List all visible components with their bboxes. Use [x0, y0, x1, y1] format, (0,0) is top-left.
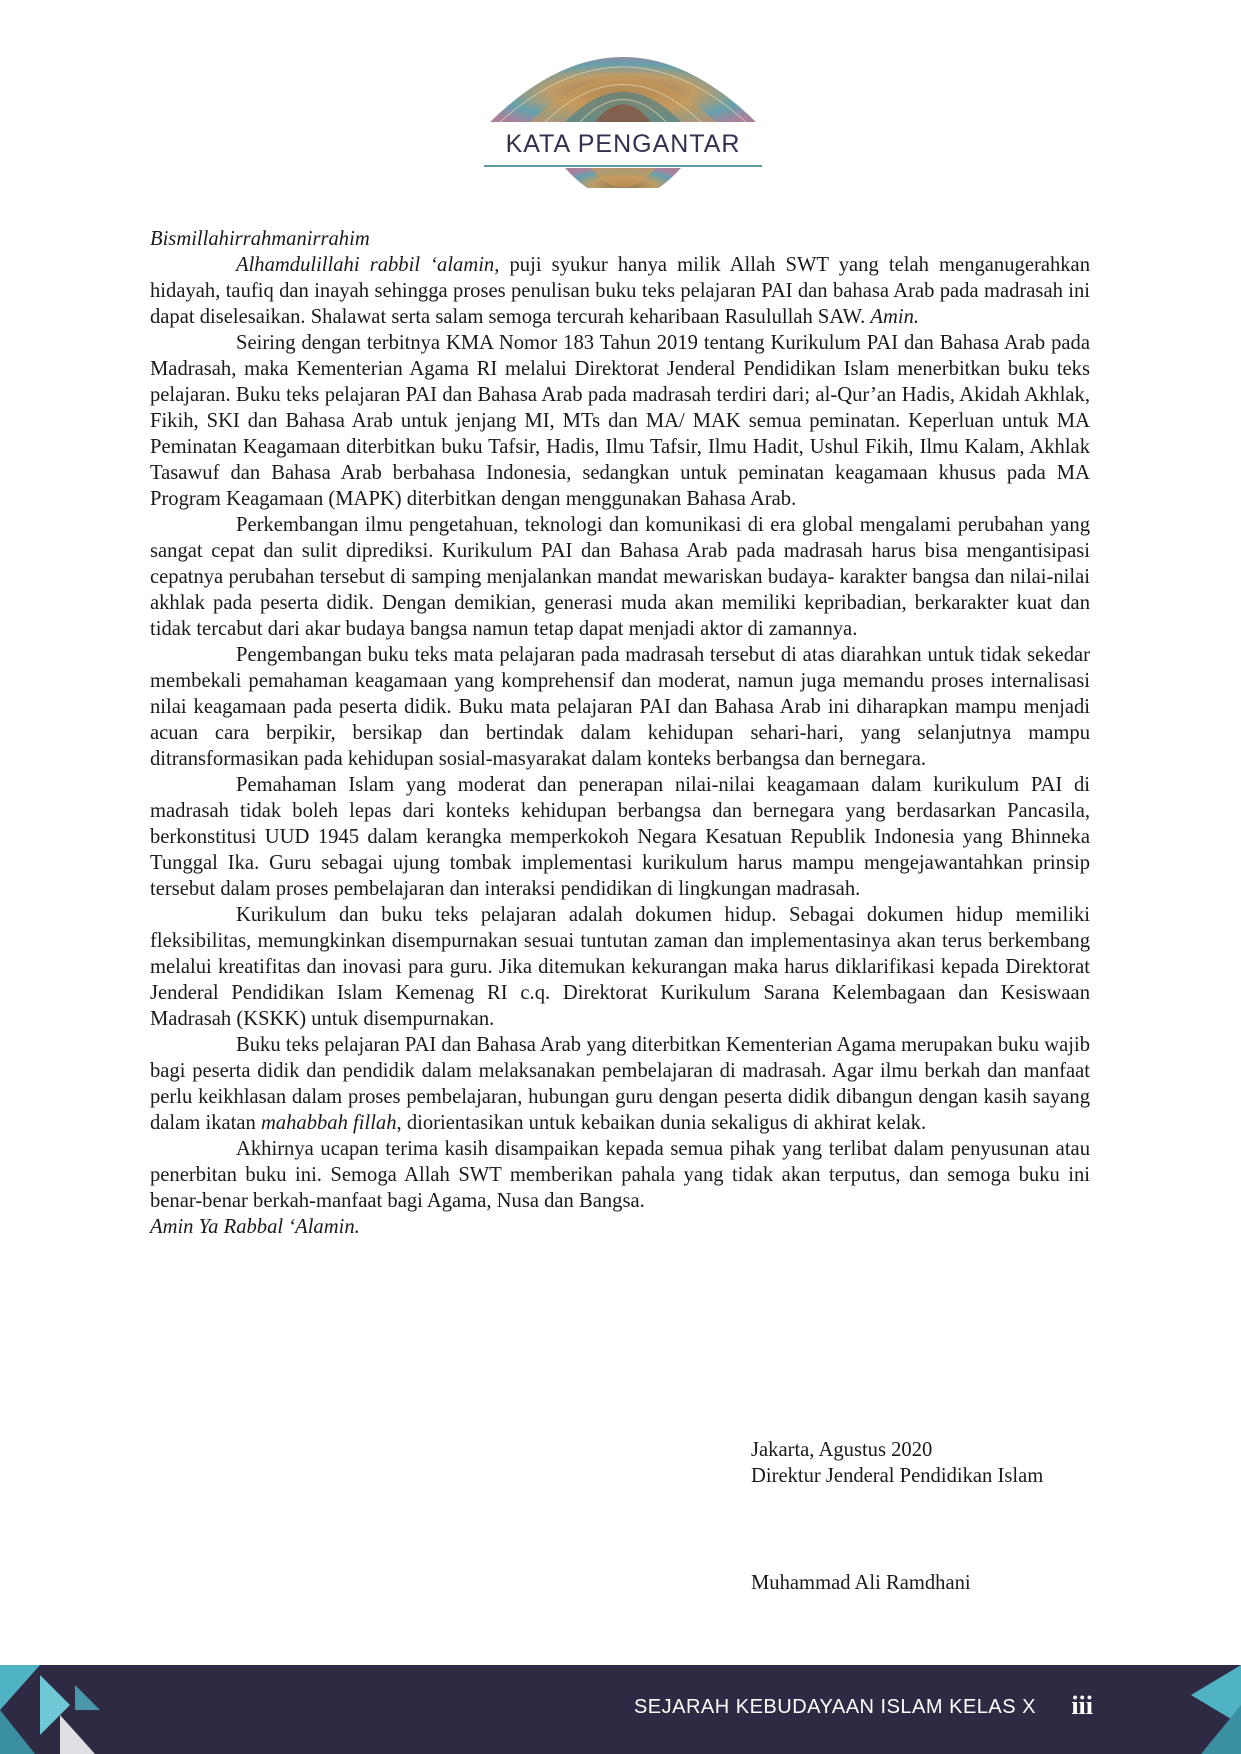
paragraph-4: Pengembangan buku teks mata pelajaran pada madrasah tersebut di atas diarahkan untuk tidak sekedar membekali pemahaman keagamaan yang komprehensif dan moderat, namun juga memandu proses internalisasi nilai keagamaan pada peserta didik. Buku mata pelajaran PAI dan Bahasa Arab ini diharapkan mampu menjadi acuan cara berpikir, bersikap dan bertindak dalam kehidupan sehari-hari, yang selanjutnya mampu ditransformasikan pada kehidupan sosial-masyarakat dalam konteks berbangsa dan bernegara. [150, 644, 1090, 770]
place-date: Jakarta, Agustus 2020 [751, 1439, 933, 1461]
basmalah: Bismillahirrahmanirrahim [150, 228, 370, 250]
paragraph-7-italic: mahabbah fillah [260, 1112, 397, 1134]
paragraph-1-amin: Amin. [870, 306, 920, 328]
paragraph-3: Perkembangan ilmu pengetahuan, teknologi dan komunikasi di era global mengalami perubahan yang sangat cepat dan sulit diprediksi. Kurikulum PAI dan Bahasa Arab pada madrasah harus bisa mengantisipasi cepatnya perubahan tersebut di samping menjalankan mandat mewariskan budaya- karakter bangsa dan nilai-nilai akhlak pada peserta didik. Dengan demikian, generasi muda akan memiliki kepribadian, berkarakter kuat dan tidak tercabut dari akar budaya bangsa namun tetap dapat menjadi aktor di zamannya. [150, 514, 1090, 640]
paragraph-7-tail: , diorientasikan untuk kebaikan dunia sekaligus di akhirat kelak. [396, 1112, 927, 1134]
paragraph-6: Kurikulum dan buku teks pelajaran adalah dokumen hidup. Sebagai dokumen hidup memiliki fleksibilitas, memungkinkan disempurnakan sesuai tuntutan zaman dan implementasinya akan terus berkembang melalui kreatifitas dan inovasi para guru. Jika ditemukan kekurangan maka harus diklarifikasi kepada Direktorat Jenderal Pendidikan Islam Kemenag RI c.q. Direktorat Kurikulum Sarana Kelembagaan dan Kesiswaan Madrasah (KSKK) untuk disempurnakan. [150, 904, 1090, 1030]
page-number: iii [1071, 1691, 1093, 1720]
paragraph-1-text: , puji syukur hanya milik Allah SWT yang telah menganugerahkan hidayah, taufiq dan inayah sehingga proses penulisan buku teks pelajaran PAI dan bahasa Arab pada madrasah ini dapat diselesaikan. Shalawat serta salam semoga tercurah keharibaan Rasulullah SAW. [150, 254, 1090, 328]
closing-prayer: Amin Ya Rabbal ‘Alamin. [150, 1216, 360, 1238]
mandala-ornament-icon [470, 22, 776, 188]
left-triangle-pattern-icon [0, 1665, 110, 1754]
paragraph-1 [150, 252, 1090, 330]
paragraph-7-text: Buku teks pelajaran PAI dan Bahasa Arab yang diterbitkan Kementerian Agama merupakan buku wajib bagi peserta didik dan pendidik dalam melaksanakan pembelajaran di madrasah. Agar ilmu berkah dan manfaat perlu keikhlasan dalam proses pembelajaran, hubungan guru dengan peserta didik dibangun dengan kasih sayang dalam ikatan [150, 1034, 1090, 1134]
book-title: SEJARAH KEBUDAYAAN ISLAM KELAS X [633, 1696, 1036, 1718]
page-footer [0, 1665, 1241, 1754]
title-underline [484, 165, 762, 167]
signer-position: Direktur Jenderal Pendidikan Islam [751, 1465, 1044, 1487]
paragraph-8: Akhirnya ucapan terima kasih disampaikan kepada semua pihak yang terlibat dalam penyusunan atau penerbitan buku ini. Semoga Allah SWT memberikan pahala yang tidak akan terputus, dan semoga buku ini benar-benar berkah-manfaat bagi Agama, Nusa dan Bangsa. [150, 1138, 1090, 1212]
foreword-body [150, 226, 1090, 1240]
chapter-header [470, 22, 776, 188]
paragraph-1-lead: Alhamdulillahi rabbil ‘alamin [236, 254, 495, 276]
signature-block [751, 1437, 1044, 1594]
signer-name: Muhammad Ali Ramdhani [751, 1572, 971, 1594]
paragraph-5: Pemahaman Islam yang moderat dan penerapan nilai-nilai keagamaan dalam kurikulum PAI di madrasah tidak boleh lepas dari konteks kehidupan berbangsa dan bernegara yang berdasarkan Pancasila, berkonstitusi UUD 1945 dalam kerangka memperkokoh Negara Kesatuan Republik Indonesia yang Bhinneka Tunggal Ika. Guru sebagai ujung tombak implementasi kurikulum harus mampu mengejawantahkan prinsip tersebut dalam proses pembelajaran dan interaksi pendidikan di lingkungan madrasah. [150, 774, 1090, 900]
right-triangle-pattern-icon [1171, 1665, 1241, 1754]
paragraph-2: Seiring dengan terbitnya KMA Nomor 183 Tahun 2019 tentang Kurikulum PAI dan Bahasa Arab pada Madrasah, maka Kementerian Agama RI melalui Direktorat Jenderal Pendidikan Islam menerbitkan buku teks pelajaran. Buku teks pelajaran PAI dan Bahasa Arab pada madrasah terdiri dari; al-Qur’an Hadis, Akidah Akhlak, Fikih, SKI dan Bahasa Arab untuk jenjang MI, MTs dan MA/ MAK semua peminatan. Keperluan untuk MA Peminatan Keagamaan diterbitkan buku Tafsir, Hadis, Ilmu Tafsir, Ilmu Hadit, Ushul Fikih, Ilmu Kalam, Akhlak Tasawuf dan Bahasa Arab berbahasa Indonesia, sedangkan untuk peminatan keagamaan khusus pada MA Program Keagamaan (MAPK) diterbitkan dengan menggunakan Bahasa Arab. [150, 332, 1090, 510]
page-title: KATA PENGANTAR [505, 130, 741, 158]
paragraph-7 [150, 1032, 1090, 1136]
